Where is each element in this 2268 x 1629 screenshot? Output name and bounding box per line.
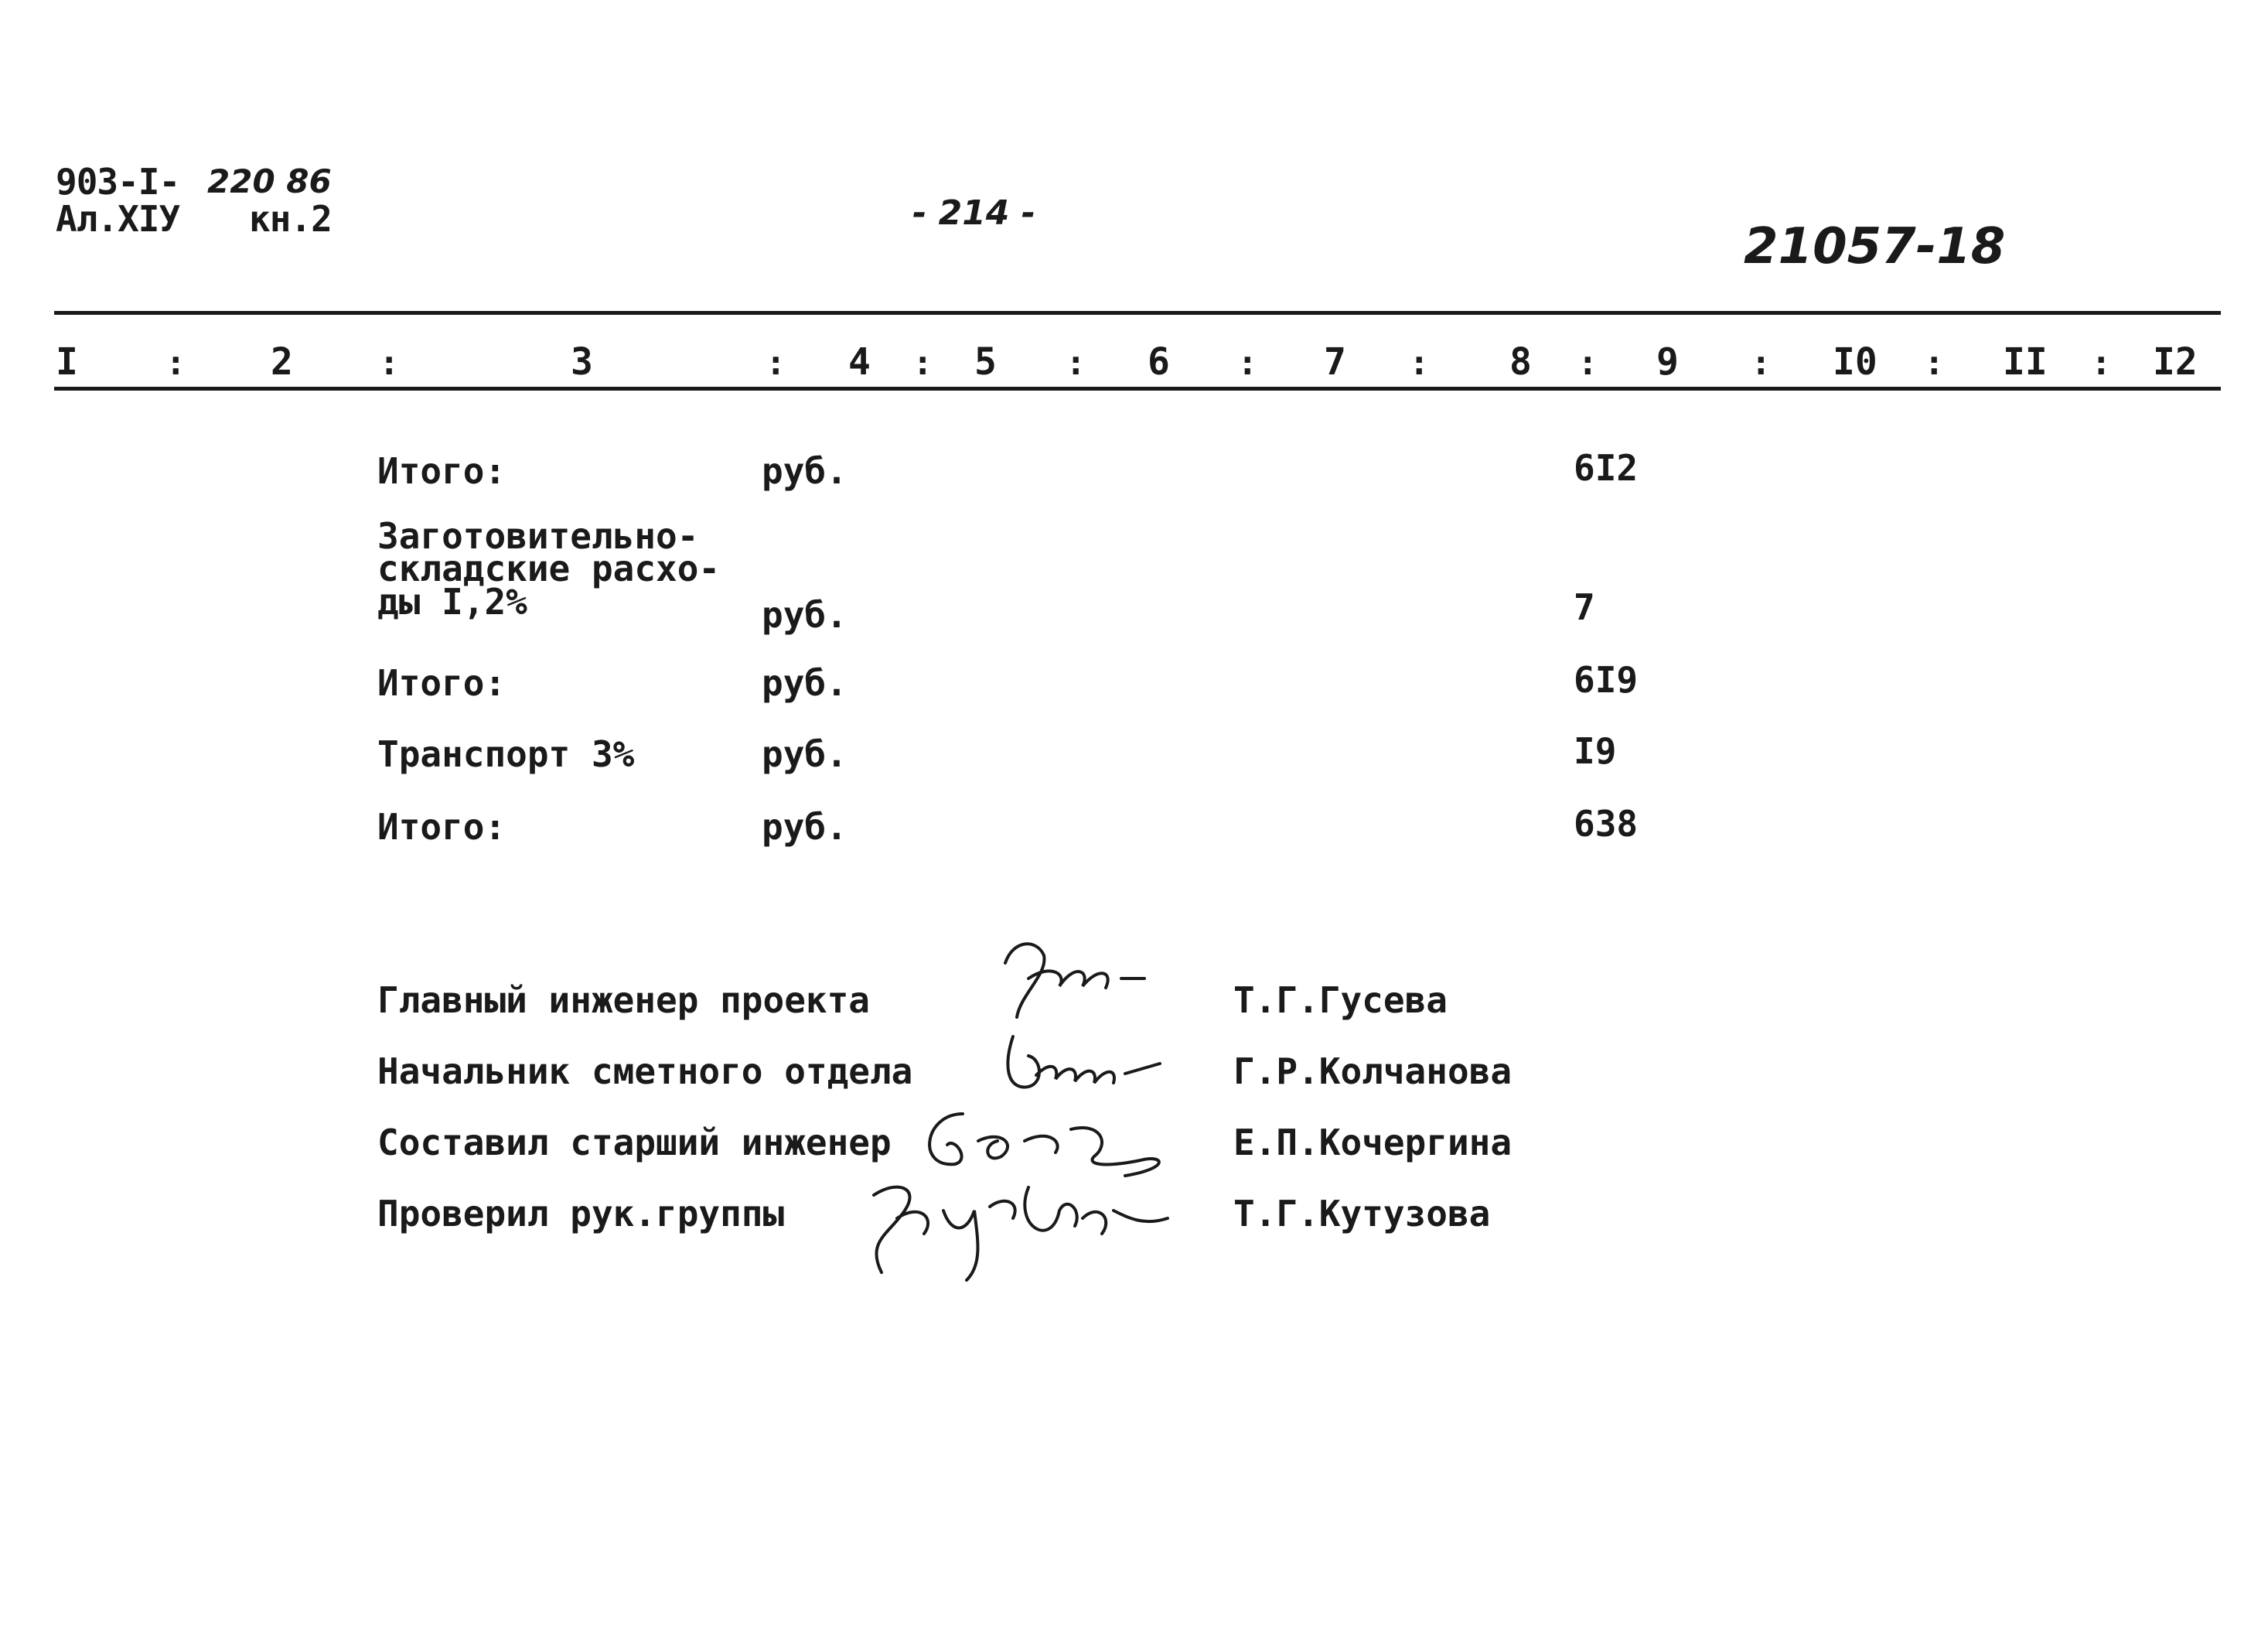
column-number: 6 bbox=[1148, 340, 1170, 384]
row-value: 6I9 bbox=[1574, 659, 1639, 701]
row-label: Итого: bbox=[377, 450, 506, 492]
row-label: Итого: bbox=[377, 662, 506, 704]
row-value: 6I2 bbox=[1574, 447, 1639, 489]
book-code: кн.2 bbox=[249, 198, 332, 240]
column-separator: : bbox=[165, 343, 186, 383]
column-number: 3 bbox=[571, 340, 593, 384]
column-number: 5 bbox=[974, 340, 997, 384]
column-separator: : bbox=[1751, 343, 1772, 383]
column-separator: : bbox=[379, 343, 400, 383]
row-unit: руб. bbox=[762, 733, 848, 775]
column-number: 7 bbox=[1324, 340, 1346, 384]
column-separator: : bbox=[1577, 343, 1598, 383]
registration-number: 21057-18 bbox=[1744, 218, 2006, 275]
signature-role: Начальник сметного отдела bbox=[377, 1050, 913, 1092]
row-value: 638 bbox=[1574, 803, 1639, 845]
column-separator: : bbox=[1237, 343, 1258, 383]
column-separator: : bbox=[1066, 343, 1086, 383]
signature-name: Г.Р.Колчанова bbox=[1233, 1050, 1513, 1092]
row-unit: руб. bbox=[762, 594, 848, 636]
column-separator: : bbox=[766, 343, 786, 383]
column-number: 9 bbox=[1656, 340, 1679, 384]
column-number: 2 bbox=[271, 340, 293, 384]
signature-role: Главный инженер проекта bbox=[377, 979, 870, 1021]
column-number: I2 bbox=[2153, 340, 2198, 384]
signature-name: Е.П.Кочергина bbox=[1233, 1122, 1513, 1163]
column-separator: : bbox=[912, 343, 933, 383]
column-separator: : bbox=[1924, 343, 1945, 383]
signature-name: Т.Г.Кутузова bbox=[1233, 1193, 1491, 1235]
signature-role: Составил старший инженер bbox=[377, 1122, 892, 1163]
row-label: Заготовительно- складские расхо- ды I,2% bbox=[377, 515, 721, 623]
doc-number-handwritten: 220 86 bbox=[207, 162, 332, 200]
row-unit: руб. bbox=[762, 662, 848, 704]
handwritten-signature bbox=[990, 932, 1168, 1025]
column-separator: : bbox=[1409, 343, 1430, 383]
column-number: II bbox=[2003, 340, 2048, 384]
series-code: 903-I- bbox=[56, 161, 180, 203]
signature-role: Проверил рук.группы bbox=[377, 1193, 785, 1235]
row-unit: руб. bbox=[762, 450, 848, 492]
signature-name: Т.Г.Гусева bbox=[1233, 979, 1448, 1021]
album-code: Ал.XIУ bbox=[56, 198, 180, 240]
table-top-rule bbox=[54, 311, 2221, 315]
handwritten-signature bbox=[851, 1164, 1183, 1288]
table-bottom-rule bbox=[54, 387, 2221, 391]
row-unit: руб. bbox=[762, 806, 848, 848]
column-number: 4 bbox=[848, 340, 871, 384]
row-label: Итого: bbox=[377, 806, 506, 848]
column-number: I0 bbox=[1833, 340, 1877, 384]
row-label: Транспорт 3% bbox=[377, 733, 635, 775]
column-separator: : bbox=[2091, 343, 2112, 383]
column-number: 8 bbox=[1509, 340, 1532, 384]
column-number: I bbox=[56, 340, 78, 384]
page-number: - 214 - bbox=[912, 193, 1036, 233]
row-value: I9 bbox=[1574, 730, 1617, 772]
handwritten-signature bbox=[990, 1021, 1183, 1098]
row-value: 7 bbox=[1574, 586, 1595, 628]
